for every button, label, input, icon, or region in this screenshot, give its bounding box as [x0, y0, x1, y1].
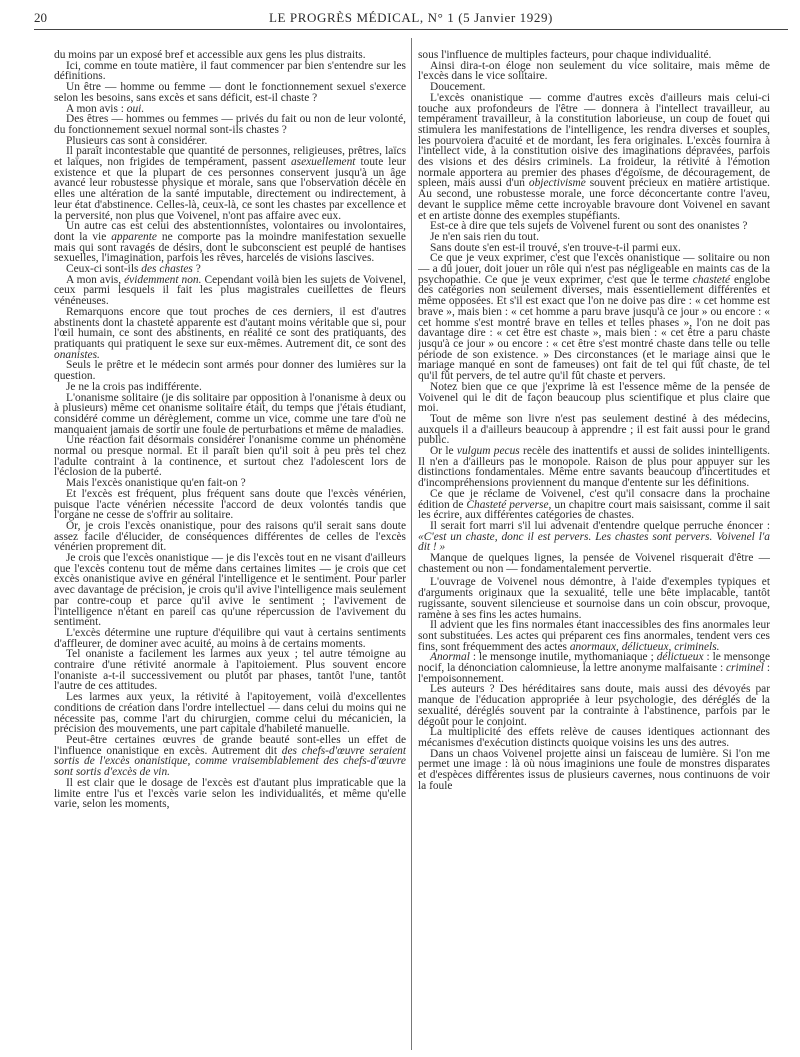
paragraph [54, 692, 406, 735]
paragraph [54, 393, 406, 436]
text-run: Cependant voilà bien les sujets de Voivenel, ceux parmi lesquels il fait les plus magistrales cueillettes de fleurs vénéneuses. [54, 273, 406, 308]
paragraph [54, 521, 406, 553]
text-run: Est-ce à dire que tels sujets de Voivenel furent ou sont des onanistes ? [430, 220, 748, 233]
text-run: A mon avis, [66, 273, 125, 286]
italic-text: «C'est un chaste, donc il est pervers. Les chastes sont pervers. Voivenel l'a dit ! » [418, 530, 770, 554]
text-run: ? [192, 263, 201, 276]
paragraph [54, 489, 406, 521]
text-run: Peut-être certaines œuvres de grande beauté sont-elles un effet de l'influence onanistique en excès. Autrement dit [54, 734, 406, 757]
text-run: Tout de même son livre n'est pas seulement destiné à des médecins, auxquels il a d'ailleurs beaucoup à apprendre ; il est fait aussi pour le grand public. [418, 412, 770, 447]
text-run: L'excès détermine une rupture d'équilibre qui vaut à certains sentiments d'affleurer, de dominer avec acuité, au moins à de certains moments. [54, 626, 406, 650]
paragraph [54, 553, 406, 628]
text-run: Il advient que les fins normales étant inaccessibles des fins anormales leur sont substituées. Les actes qui préparent ces fins anormales, tendent vers ces fins, sont fréquemment des actes [418, 619, 770, 653]
paragraph [54, 435, 406, 478]
text-run: Je n'en sais rien du tout. [430, 230, 539, 243]
italic-text: onanistes. [54, 348, 100, 361]
text-run: Ceux-ci sont-ils [66, 263, 142, 276]
paragraph [418, 749, 770, 792]
text-run: La multiplicité des effets relève de causes identiques actionnant des mécanismes d'exécution distincts quoique voisins les uns des autres. [418, 726, 770, 749]
text-run: Notez bien que ce que j'exprime là est l'essence même de la pensée de Voivenel qui le dit de façon beaucoup plus scientifique et plus claire que moi. [418, 380, 770, 415]
text-run: souvent précieux en matière artistique. Au second, une robustesse morale, une force déconcertante contre l'aveu, devant le supplice même cette incroyable bravoure dont Voivenel en savant et en artiste donne des exemples stupéfiants. [418, 177, 770, 222]
text-run: Je ne la crois pas indifférente. [66, 380, 202, 393]
paragraph [54, 275, 406, 307]
paragraph [418, 684, 770, 727]
paragraph [418, 489, 770, 521]
text-run: Dans un chaos Voivenel projette ainsi un faisceau de lumière. Si l'on me permet une image : là où nous imaginions une foule de monstres disparates et d'espèces différentes issus de plusieurs cavernes, nous continuons de voir la foule [418, 747, 770, 792]
paragraph [418, 446, 770, 489]
text-run: toute leur existence et que la plupart de ces personnes conservent jusqu'à un âge avancé leur robustesse physique et morale, sans que l'observation décèle en elles une altération de la santé imputable, directement ou indirectement, à leur état d'abstinence. Celles-là, ceux-là, ce sont les chastes par excellence et la perversité, non plus que Voivenel, n'ont pas affaire avec eux. [54, 156, 406, 222]
text-run: Les larmes aux yeux, la rétivité à l'apitoyement, voilà d'excellentes conditions de création dans l'ordre intellectuel — dans celui du moins qui ne nécessite pas, comme l'art du chirurgien, comme celui du mécanicien, la précision des mouvements, une part capitale d'habileté manuelle. [54, 691, 406, 736]
paragraph [54, 82, 406, 103]
text-run: Sans doute s'en est-il trouvé, s'en trouve-t-il parmi eux. [430, 241, 681, 254]
column-divider [411, 38, 412, 1050]
text-run: Les auteurs ? Des héréditaires sans doute, mais aussi des dévoyés par manque de l'éducation appropriée à leur psychologie, des déréglés de la sexualité, déréglés souvent par la contrainte à l'abstinence, parfois par le dégoût pour le conjoint. [418, 683, 770, 728]
paragraph [54, 114, 406, 135]
text-run: sous l'influence de multiples facteurs, pour chaque individualité. [418, 50, 712, 61]
text-run: : le mensonge nocif, la dénonciation calomnieuse, la lettre anonyme malfaisante : [418, 651, 770, 675]
text-run: un chapitre court mais saisissant, comme il sait les écrire, aux différentes catégories de chastes. [418, 498, 770, 522]
text-run: A mon avis : [66, 102, 127, 115]
text-run: Une réaction fait désormais considérer l'onanisme comme un phénomène normal ou presque normal. Et il paraît bien qu'il soit à peu près tel chez l'adulte contraint à la continence, et surtout chez l'adolescent lors de l'éclosion de la puberté. [54, 434, 406, 479]
text-run: Et l'excès est fréquent, plus fréquent sans doute que l'excès vénérien, puisque l'acte vénérien nécessite l'accord de deux volontés tandis que l'organe ne cesse de s'offrir au solitaire. [54, 487, 406, 522]
paragraph [54, 307, 406, 361]
text-run: recèle des inattentifs et aussi de solides inintelligents. Il n'en a d'ailleurs pas le monopole. Raison de plus pour appuyer sur les distinctions fondamentales. Même entre savants beaucoup d'incertitudes et d'incompréhensions proviennent du manque d'entente sur les définitions. [418, 445, 770, 490]
text-run: L'ouvrage de Voivenel nous démontre, à l'aide d'exemples typiques et d'arguments originaux que la sexualité, telle une bête implacable, tantôt rugissante, souvent silencieuse et sournoise dans un coin obscur, provoque, ramène à ses fins les actes humains. [418, 576, 770, 621]
text-run: : l'empoisonnement. [418, 662, 770, 685]
italic-text: vulgum pecus [456, 445, 520, 458]
text-run: Or, je crois l'excès onanistique, pour des raisons qu'il serait sans doute assez facile d'élucider, de conséquences différentes de celles de l'excès vénérien proprement dit. [54, 519, 406, 554]
italic-text: objectivisme [528, 177, 586, 190]
italic-text: oui. [126, 102, 145, 115]
text-run: Ce que je veux exprimer, c'est que l'excès onanistique — solitaire ou non — a dû jouer, doit jouer un rôle qui n'est pas négligeable en maints cas de la psychopathie. Ce que je veux exprimer, c'est que le terme [418, 252, 770, 286]
paragraph [418, 93, 770, 221]
text-run: Mais l'excès onanistique qu'en fait-on ? [66, 477, 246, 490]
italic-text: apparente [111, 230, 157, 243]
paragraph [418, 253, 770, 381]
italic-text: Chasteté perverse, [466, 498, 552, 511]
text-run: Ici, comme en toute matière, il faut commencer par bien s'entendre sur les définitions. [54, 59, 406, 83]
paragraph [54, 221, 406, 264]
paragraph [418, 521, 770, 553]
text-run: Ce que je réclame de Voivenel, c'est qu'il consacre dans la prochaine édition de [418, 487, 770, 511]
text-run: Plusieurs cas sont à considérer. [66, 134, 208, 147]
text-run: Remarquons encore que tout proches de ces derniers, il est d'autres abstinents dont la chasteté apparente est d'autant moins véritable que si, pour l'œil humain, ce sont des abstinents, en réalité ce sont des pratiquants, des pratiquants qui pratiquent le sexe sur eux-mêmes. Autrement dit, ce sont des [54, 305, 406, 350]
italic-text: des chastes [141, 263, 193, 276]
text-run: englobe des catégories non seulement diverses, mais essentiellement différentes et même opposées. Et s'il est exact que l'on ne doive pas dire : « cet homme est brave », mais bien : « cet homme a paru brave jusqu'à ce jour » ou encore : « cet homme s'est montré brave en telles et telles phases », l'on ne doit pas davantage dire : « cet être est chaste », mais bien : « cet être a paru chaste jusqu'à ce jour » ou encore : « cet être s'est montré chaste dans telle ou telle période de son existence. » Des circonstances (et le mariage ainsi que le mariage manqué en sont de fameuses) ont fait de tel qui fût chaste, de tel qu'il fût pervers, de tel autre qu'il fût chaste et pervers. [418, 273, 770, 383]
paragraph [54, 649, 406, 692]
paragraph [54, 61, 406, 82]
text-run: : le mensonge inutile, mythomaniaque ; [469, 651, 657, 664]
paragraph [54, 778, 406, 810]
italic-text: des chefs-d'œuvre seraient sortis de l'excès onanistique, comme vraisemblablement des chefs-d'œuvre sont sortis d'excès de vin. [54, 744, 406, 779]
text-run: L'excès onanistique — comme d'autres excès d'ailleurs mais celui-ci touche aux profondeurs de l'être — donnera à l'intellect travailleur, au tempérament travailleur, à la constitution laborieuse, un coup de fouet qui stimulera les manifestations de l'intelligence, les rendra diverses et souples, les pourvoiera d'acuité et de mordant, les fera originales. L'excès fournira à l'intellect vide, à la constitution oisive des imaginations dépravées, parfois des visions et des désirs criminels. La froideur, la rétivité à l'émotion normale apportera au premier des phases d'égoïsme, de découragement, de spleen, mais aussi d'un [418, 91, 770, 190]
italic-text: évidemment non. [124, 273, 202, 286]
text-run: Des êtres — hommes ou femmes — privés du fait ou non de leur volonté, du fonctionnement sexuel normal sont-ils chastes ? [54, 113, 406, 136]
text-run: du moins par un exposé bref et accessible aux gens les plus distraits. [54, 50, 366, 61]
italic-text: chasteté [692, 273, 731, 286]
left-column [54, 50, 406, 1050]
running-title: LE PROGRÈS MÉDICAL, N° 1 (5 Janvier 1929) [268, 10, 553, 25]
paragraph [54, 735, 406, 778]
header-rule [34, 29, 788, 30]
italic-text: délictueux [656, 651, 704, 664]
text-run: Doucement. [430, 81, 486, 94]
italic-text: Anormal [430, 651, 470, 664]
italic-text: criminel [726, 662, 764, 675]
paragraph [418, 414, 770, 446]
paragraph [418, 382, 770, 414]
paragraph [418, 727, 770, 748]
text-run: L'onanisme solitaire (je dis solitaire par opposition à l'onanisme à deux ou à plusieurs) même cet onanisme solitaire était, du temps que j'étais étudiant, considéré comme un dérèglement, comme un vice, comme une tare d'où ne manquaient jamais de sortir une foule de perturbations et même de maladies. [54, 391, 406, 436]
text-run: Or le [430, 445, 457, 458]
text-run: Il est clair que le dosage de l'excès est d'autant plus impraticable que la limite entre l'us et l'excès varie selon les individualités, et même qu'elle varie, selon les moments, [54, 776, 406, 811]
right-column [418, 50, 770, 1050]
text-run: Un autre cas est celui des abstentionnistes, volontaires ou involontaires, dont la vie [54, 220, 406, 243]
text-run: Manque de quelques lignes, la pensée de Voivenel risquerait d'être — chastement ou non — fondamentalement pervertie. [418, 552, 770, 575]
text-run: Seuls le prêtre et le médecin sont armés pour donner des lumières sur la question. [54, 359, 406, 383]
paragraph [54, 146, 406, 221]
paragraph [54, 360, 406, 381]
text-run: Un être — homme ou femme — dont le fonctionnement sexuel s'exerce selon les besoins, sans excès et sans déficit, est-il chaste ? [54, 81, 406, 104]
text-run: Il paraît incontestable que quantité de personnes, religieuses, prêtres, laïcs et laïques, non frigides de tempérament, passent [54, 145, 406, 169]
text-run: ne comporte pas la moindre manifestation sexuelle mais qui sont ravagés de désirs, dont le subconscient est peuplé de hantises sexuelles, l'imagination, parfois les rêves, harcelés de visions lascives. [54, 230, 406, 265]
text-run: Ainsi dira-t-on éloge non seulement du vice solitaire, mais même de l'excès dans le vice solitaire. [418, 59, 770, 83]
paragraph [54, 628, 406, 649]
paragraph [418, 620, 770, 652]
paragraph [418, 61, 770, 82]
paragraph [418, 553, 770, 574]
text-run: Il serait fort marri s'il lui advenait d'entendre quelque perruche énoncer : [430, 519, 770, 532]
italic-text: anormaux, délictueux, criminels. [569, 640, 720, 653]
text-run: Tel onaniste a facilement les larmes aux yeux ; tel autre témoigne au contraire d'une rétivité anormale à l'apitoiement. Plus souvent encore l'onaniste a-t-il successivement ou plutôt par phases, tantôt l'une, tantôt l'autre de ces attitudes. [54, 648, 406, 693]
page-header [34, 6, 788, 28]
italic-text: asexuellement [290, 156, 356, 169]
paragraph [418, 652, 770, 684]
paragraph [418, 577, 770, 620]
text-run: Je crois que l'excès onanistique — je dis l'excès tout en ne visant d'ailleurs que l'excès contenu tout de même dans certaines limites — je crois que cet excès onanistique avive en général l'intelligence et le sentiment. Pour parler avec davantage de précision, je crois qu'il avive l'intelligence mais seulement par contre-coup et parce qu'il avive le sentiment ; l'avivement de l'intelligence n'étant en pareil cas qu'une répercussion de l'avivement du sentiment. [54, 552, 406, 629]
page-number: 20 [34, 10, 47, 25]
